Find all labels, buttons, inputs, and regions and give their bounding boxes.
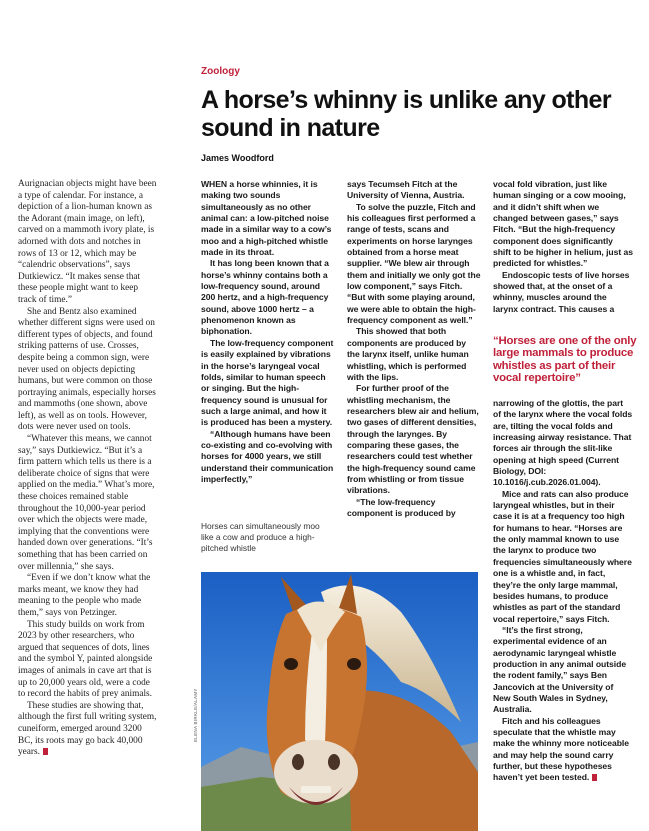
horse-illustration <box>201 572 478 831</box>
end-of-article-marker <box>592 774 597 781</box>
end-of-article-marker <box>43 748 48 755</box>
article-column-3 <box>493 179 633 315</box>
body-paragraph: “Whatever this means, we cannot say,” says Dutkiewicz. “But it’s a firm pattern which tells us there is a deliberate choice of signs that were applied on the media.” What’s more, these choices remained stable throughout the 10,000-year period over which the objects were made, implying that the conventions were handed down over generations. “It’s something that has been carried on over millennia,” she says. <box>18 434 155 572</box>
horse-muzzle <box>274 740 358 804</box>
horse-photo <box>201 572 478 831</box>
body-paragraph <box>18 701 158 759</box>
photo-caption: Horses can simultaneously moo like a cow and produce a high-pitched whistle <box>201 521 320 553</box>
body-paragraph: Endoscopic tests of live horses showed that, at the onset of a whinny, muscles around the larynx contract. This causes a <box>493 269 630 314</box>
body-paragraph: “Although humans have been co-existing and co-evolving with horses for 4000 years, we still understand their communication imperfectly,” <box>201 428 334 484</box>
horse-eye-right <box>347 658 361 670</box>
horse-nostril-right <box>328 754 340 770</box>
horse-eye-left <box>284 658 298 670</box>
body-paragraph: vocal fold vibration, just like human singing or a cow mooing, and it didn’t shift when we changed between gases,” says Fitch. “But the high-frequency component does significantly shift to be higher in helium, just as predicted for whistles.” <box>493 179 633 269</box>
last-paragraph-text: Fitch and his colleagues speculate that the whistle may make the whinny more noticeable and may help the sound carry further, but these hypotheses haven’t yet been tested. <box>493 715 629 783</box>
previous-article-column <box>18 179 158 759</box>
pull-quote: “Horses are one of the only large mammals to produce whistles as part of their vocal repertoire” <box>493 335 637 385</box>
body-paragraph <box>493 716 633 784</box>
body-paragraph: To solve the puzzle, Fitch and his colleagues first performed a range of tests, scans and experiments on horse larynges obtained from a horse meat supplier. “We blew air through them and initially we only got the low component,” says Fitch. “But with some playing around, we were able to obtain the high-frequency component as well.” <box>347 201 481 326</box>
photo-credit: ELENA BIRKLE/ALAMY <box>193 688 198 742</box>
last-paragraph-text: These studies are showing that, although the first full writing system, cuneiform, emerged around 3200 BC, its roots may go back 40,000 years. <box>18 700 157 758</box>
body-paragraph: “It’s the first strong, experimental evidence of an aerodynamic laryngeal whistle production in any animal outside the rodent family,” says Ben Jancovich at the University of New South Wales in Sydney, Australia. <box>493 624 627 715</box>
body-paragraph: Mice and rats can also produce laryngeal whistles, but in their case it is at a frequency too high for humans to hear. “Horses are the only mammal known to use the larynx to produce two frequencies simultaneously where one is a whistle and, in fact, they’re the only large mammal, besides humans, to produce whistles as part of the standard vocal repertoire,” says Fitch. <box>493 488 632 624</box>
body-paragraph: It has long been known that a horse’s whinny contains both a low-frequency sound, around 200 hertz, and a high-frequency sound, above 1000 hertz – a phenomenon known as biphonation. <box>201 258 329 337</box>
body-paragraph: Aurignacian objects might have been a type of calendar. For instance, a depiction of a lion-human known as the Adorant (main image, on left), carved on a mammoth ivory plate, is adorned with dots and notches in rows of 13 or 12, which may be “calendric observations”, says Dutkiewicz. “It makes sense that these people might want to keep track of time.” <box>18 179 157 305</box>
body-paragraph: This study builds on work from 2023 by other researchers, who argued that sequences of dots, lines and the symbol Y, painted alongside images of animals in cave art that is up to 20,000 years old, were a code to record the habits of prey animals. <box>18 619 153 700</box>
article-column-1 <box>201 179 335 485</box>
article-column-3-continued <box>493 398 633 784</box>
body-paragraph: narrowing of the glottis, the part of the larynx where the vocal folds are, tilting the vocal folds and increasing airway resistance. That forces air through the slit-like opening at high speed (Current Biology, DOI: 10.1016/j.cub.2026.01.004). <box>493 398 633 488</box>
article-column-2 <box>347 179 481 519</box>
body-paragraph: “The low-frequency component is produced by <box>347 496 456 518</box>
horse-teeth <box>301 786 331 793</box>
body-paragraph: For further proof of the whistling mechanism, the researchers blew air and helium, two gases of different densities, through the larynges. By comparing these gases, the researchers could test whether the high-frequency sound came from whistling or from tissue vibrations. <box>347 383 479 496</box>
lead-paragraph: WHEN a horse whinnies, it is making two sounds simultaneously as no other animal can: a low-pitched noise made in a similar way to a cow’s moo and a high-pitched whistle made in its throat. <box>201 179 332 258</box>
body-paragraph: She and Bentz also examined whether different signs were used on different types of objects, and found striking patterns of use. Crosses, despite being a common sign, were never used on objects depicting humans, but were common on those portraying animals, especially horses and mammoths (one shown, above left), as well as on tools. However, dots were never used on tools. <box>18 306 156 433</box>
horse-nostril-left <box>292 754 304 770</box>
section-label: Zoology <box>201 66 240 77</box>
body-paragraph: says Tecumseh Fitch at the University of Vienna, Austria. <box>347 179 465 201</box>
author-byline: James Woodford <box>201 153 274 163</box>
body-paragraph: The low-frequency component is easily explained by vibrations in the horse’s laryngeal vocal folds, similar to human speech or singing. But the high-frequency sound is unusual for such a large animal, and how it is produced has been a mystery. <box>201 337 334 428</box>
article-headline: A horse’s whinny is unlike any other sound in nature <box>201 86 611 142</box>
body-paragraph: “Even if we don’t know what the marks meant, we know they had meaning to the people who made them,” says von Petzinger. <box>18 573 151 618</box>
body-paragraph: This showed that both components are produced by the larynx itself, unlike human whistling, which is performed with the lips. <box>347 326 469 382</box>
